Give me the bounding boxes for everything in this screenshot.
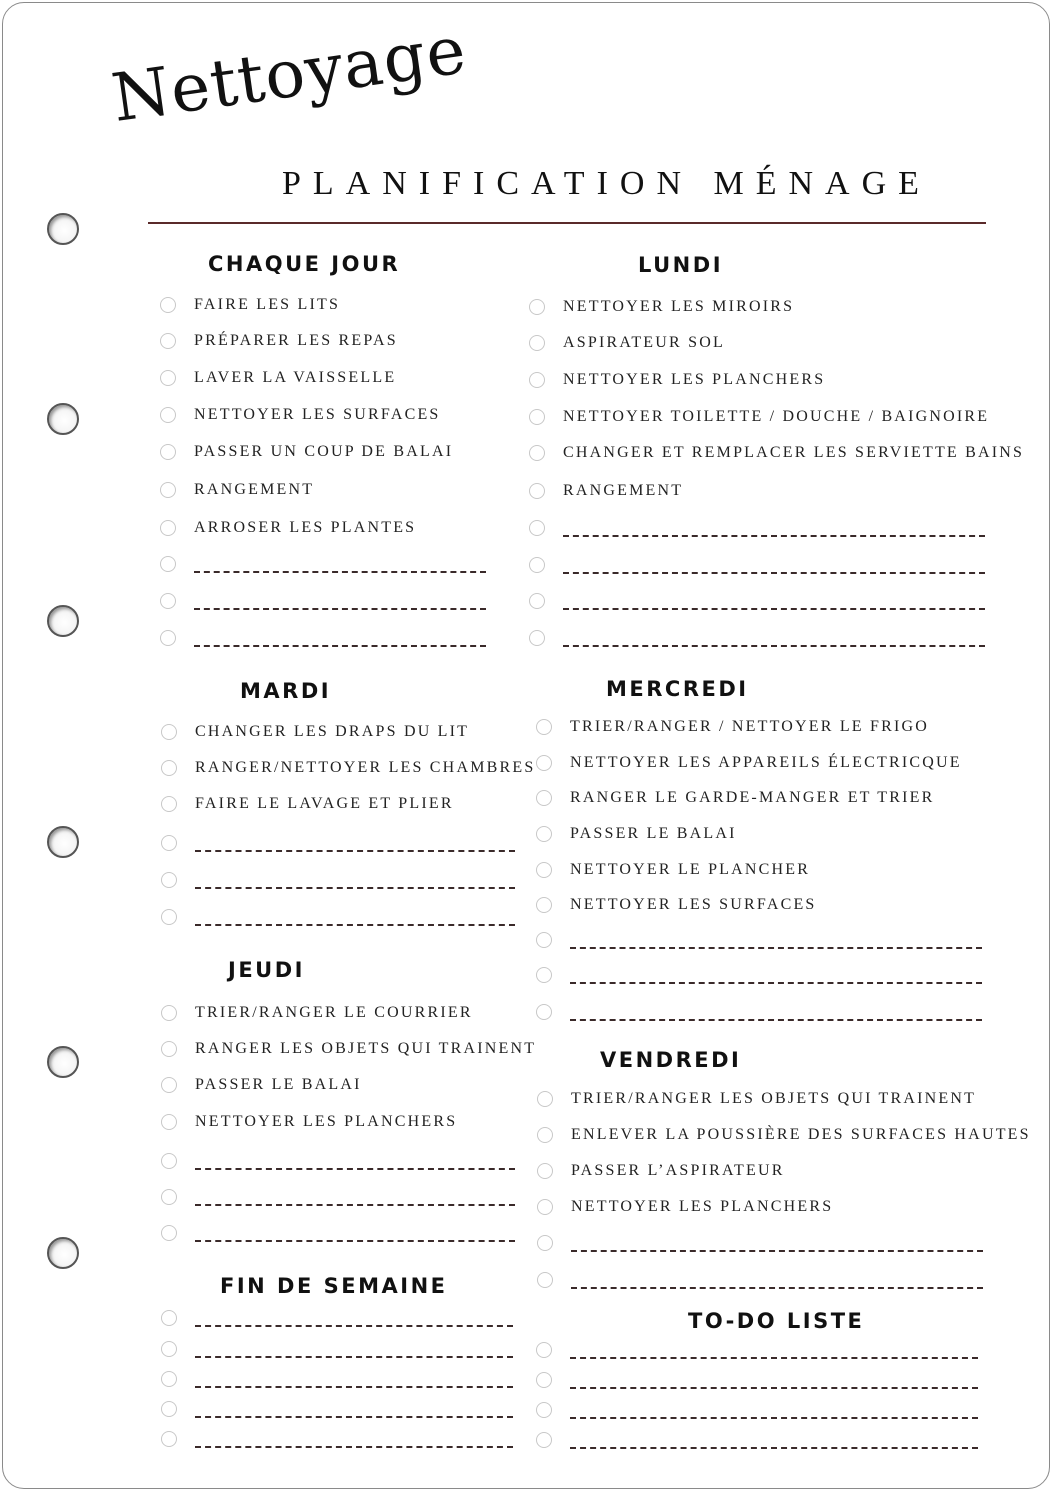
- checklist-item: [537, 1269, 983, 1291]
- punch-hole: [47, 213, 79, 245]
- checklist-item: [537, 1196, 833, 1218]
- checklist-item: [160, 441, 453, 463]
- checkbox[interactable]: [161, 724, 177, 740]
- task-label: FAIRE LE LAVAGE ET PLIER: [195, 795, 454, 812]
- checkbox[interactable]: [536, 826, 552, 842]
- checklist-item: [161, 1398, 513, 1420]
- checklist-item: [536, 964, 982, 986]
- checklist-item: [161, 1038, 536, 1060]
- blank-task-line[interactable]: [194, 571, 486, 573]
- checkbox[interactable]: [529, 520, 545, 536]
- checklist-item: [160, 627, 486, 649]
- checkbox[interactable]: [529, 299, 545, 315]
- header-divider: [148, 222, 986, 224]
- checklist-item: [529, 442, 1024, 464]
- task-label: NETTOYER LES SURFACES: [570, 896, 817, 913]
- checkbox[interactable]: [537, 1091, 553, 1107]
- checklist-item: [160, 517, 416, 539]
- task-label: PRÉPARER LES REPAS: [194, 332, 398, 349]
- checkbox[interactable]: [537, 1127, 553, 1143]
- planner-page: [2, 2, 1050, 1489]
- section-heading-lundi: LUNDI: [638, 253, 724, 277]
- blank-task-line[interactable]: [570, 1387, 978, 1389]
- checklist-item: [160, 590, 486, 612]
- punch-hole: [47, 1046, 79, 1078]
- checkbox[interactable]: [536, 862, 552, 878]
- checklist-item: [529, 480, 683, 502]
- checklist-item: [536, 1339, 978, 1361]
- checkbox[interactable]: [537, 1235, 553, 1251]
- checkbox[interactable]: [160, 444, 176, 460]
- blank-task-line[interactable]: [195, 924, 515, 926]
- page-subtitle: PLANIFICATION MÉNAGE: [282, 165, 931, 202]
- checklist-item: [161, 1111, 457, 1133]
- checkbox[interactable]: [161, 760, 177, 776]
- checkbox[interactable]: [161, 1005, 177, 1021]
- checklist-item: [161, 793, 454, 815]
- task-label: NETTOYER LES PLANCHERS: [195, 1113, 458, 1130]
- page-title: Nettoyage: [107, 11, 472, 137]
- blank-task-line[interactable]: [563, 572, 985, 574]
- checkbox[interactable]: [161, 1401, 177, 1417]
- blank-task-line[interactable]: [195, 887, 515, 889]
- blank-task-line[interactable]: [195, 850, 515, 852]
- task-label: RANGER LE GARDE-MANGER ET TRIER: [570, 789, 935, 806]
- checklist-item: [529, 590, 985, 612]
- checkbox[interactable]: [161, 872, 177, 888]
- checkbox[interactable]: [537, 1199, 553, 1215]
- checklist-item: [529, 627, 985, 649]
- checklist-item: [536, 894, 817, 916]
- task-label: TRIER/RANGER / NETTOYER LE FRIGO: [570, 718, 929, 735]
- checklist-item: [160, 404, 441, 426]
- section-heading-todo: TO-DO LISTE: [688, 1309, 865, 1333]
- checkbox[interactable]: [161, 796, 177, 812]
- checkbox[interactable]: [537, 1272, 553, 1288]
- checklist-item: [161, 832, 515, 854]
- blank-task-line[interactable]: [195, 1416, 513, 1418]
- checklist-item: [529, 554, 985, 576]
- section-heading-mercredi: MERCREDI: [606, 677, 749, 701]
- checkbox[interactable]: [529, 630, 545, 646]
- blank-task-line[interactable]: [563, 645, 985, 647]
- checklist-item: [161, 869, 515, 891]
- checkbox[interactable]: [160, 482, 176, 498]
- checkbox[interactable]: [160, 297, 176, 313]
- checklist-item: [161, 1150, 515, 1172]
- section-heading-fin-de-semaine: FIN DE SEMAINE: [220, 1274, 448, 1298]
- checklist-item: [160, 294, 340, 316]
- blank-task-line[interactable]: [195, 1386, 513, 1388]
- section-heading-chaque-jour: CHAQUE JOUR: [208, 252, 401, 276]
- checklist-item: [160, 553, 486, 575]
- checklist-item: [161, 1002, 473, 1024]
- task-label: TRIER/RANGER LES OBJETS QUI TRAINENT: [571, 1090, 977, 1107]
- task-label: CHANGER LES DRAPS DU LIT: [195, 723, 470, 740]
- punch-hole: [47, 826, 79, 858]
- checklist-item: [536, 752, 962, 774]
- checkbox[interactable]: [536, 1372, 552, 1388]
- section-heading-jeudi: JEUDI: [228, 958, 305, 982]
- section-heading-vendredi: VENDREDI: [600, 1048, 742, 1072]
- blank-task-line[interactable]: [570, 947, 982, 949]
- task-label: LAVER LA VAISSELLE: [194, 369, 397, 386]
- checkbox[interactable]: [161, 1189, 177, 1205]
- checkbox[interactable]: [529, 335, 545, 351]
- checkbox[interactable]: [161, 1341, 177, 1357]
- checklist-item: [537, 1232, 983, 1254]
- checklist-item: [161, 1186, 515, 1208]
- blank-task-line[interactable]: [195, 1356, 513, 1358]
- checklist-item: [536, 1429, 978, 1451]
- checklist-item: [161, 1074, 362, 1096]
- checklist-item: [529, 517, 985, 539]
- blank-task-line[interactable]: [195, 1168, 515, 1170]
- checklist-item: [529, 332, 725, 354]
- checkbox[interactable]: [537, 1163, 553, 1179]
- checklist-item: [160, 367, 396, 389]
- checkbox[interactable]: [536, 967, 552, 983]
- task-label: NETTOYER LE PLANCHER: [570, 861, 811, 878]
- task-label: ARROSER LES PLANTES: [194, 519, 417, 536]
- blank-task-line[interactable]: [570, 1019, 982, 1021]
- blank-task-line[interactable]: [195, 1240, 515, 1242]
- checkbox[interactable]: [160, 593, 176, 609]
- checklist-item: [536, 859, 810, 881]
- checkbox[interactable]: [536, 1004, 552, 1020]
- checkbox[interactable]: [160, 556, 176, 572]
- checkbox[interactable]: [161, 1225, 177, 1241]
- checkbox[interactable]: [536, 1432, 552, 1448]
- blank-task-line[interactable]: [563, 535, 985, 537]
- task-label: NETTOYER LES APPAREILS ÉLECTRICQUE: [570, 754, 962, 771]
- blank-task-line[interactable]: [194, 645, 486, 647]
- task-label: NETTOYER LES PLANCHERS: [563, 371, 826, 388]
- checkbox[interactable]: [536, 790, 552, 806]
- checklist-item: [161, 757, 535, 779]
- checkbox[interactable]: [536, 1342, 552, 1358]
- task-label: RANGER LES OBJETS QUI TRAINENT: [195, 1040, 537, 1057]
- checkbox[interactable]: [536, 932, 552, 948]
- checklist-item: [536, 1001, 982, 1023]
- punch-hole: [47, 605, 79, 637]
- blank-task-line[interactable]: [571, 1287, 983, 1289]
- checkbox[interactable]: [161, 1077, 177, 1093]
- blank-task-line[interactable]: [195, 1446, 513, 1448]
- blank-task-line[interactable]: [563, 608, 985, 610]
- task-label: ASPIRATEUR SOL: [563, 334, 725, 351]
- blank-task-line[interactable]: [570, 1357, 978, 1359]
- checkbox[interactable]: [536, 897, 552, 913]
- checklist-item: [536, 823, 737, 845]
- blank-task-line[interactable]: [195, 1204, 515, 1206]
- checkbox[interactable]: [161, 1153, 177, 1169]
- checkbox[interactable]: [161, 909, 177, 925]
- checklist-item: [536, 787, 935, 809]
- punch-hole: [47, 403, 79, 435]
- checkbox[interactable]: [161, 1371, 177, 1387]
- task-label: PASSER L’ASPIRATEUR: [571, 1162, 785, 1179]
- checklist-item: [160, 330, 398, 352]
- checkbox[interactable]: [161, 1310, 177, 1326]
- checklist-item: [529, 406, 989, 428]
- blank-task-line[interactable]: [570, 982, 982, 984]
- checklist-item: [160, 479, 314, 501]
- task-label: NETTOYER LES MIROIRS: [563, 298, 795, 315]
- checklist-item: [537, 1088, 976, 1110]
- task-label: PASSER LE BALAI: [195, 1076, 362, 1093]
- checkbox[interactable]: [529, 483, 545, 499]
- task-label: RANGEMENT: [563, 482, 684, 499]
- blank-task-line[interactable]: [195, 1325, 513, 1327]
- checkbox[interactable]: [529, 409, 545, 425]
- blank-task-line[interactable]: [571, 1250, 983, 1252]
- task-label: CHANGER ET REMPLACER LES SERVIETTE BAINS: [563, 444, 1025, 461]
- checklist-item: [529, 296, 794, 318]
- checklist-item: [161, 906, 515, 928]
- section-heading-mardi: MARDI: [240, 679, 332, 703]
- checkbox[interactable]: [529, 593, 545, 609]
- checkbox[interactable]: [536, 719, 552, 735]
- task-label: PASSER LE BALAI: [570, 825, 737, 842]
- checklist-item: [529, 369, 825, 391]
- blank-task-line[interactable]: [570, 1447, 978, 1449]
- task-label: NETTOYER TOILETTE / DOUCHE / BAIGNOIRE: [563, 408, 990, 425]
- checkbox[interactable]: [161, 1114, 177, 1130]
- task-label: FAIRE LES LITS: [194, 296, 341, 313]
- task-label: RANGER/NETTOYER LES CHAMBRES: [195, 759, 536, 776]
- checkbox[interactable]: [160, 370, 176, 386]
- checklist-item: [161, 1338, 513, 1360]
- checkbox[interactable]: [529, 372, 545, 388]
- checklist-item: [161, 1307, 513, 1329]
- task-label: TRIER/RANGER LE COURRIER: [195, 1004, 473, 1021]
- task-label: ENLEVER LA POUSSIÈRE DES SURFACES HAUTES: [571, 1126, 1031, 1143]
- checklist-item: [537, 1124, 1031, 1146]
- task-label: PASSER UN COUP DE BALAI: [194, 443, 454, 460]
- checkbox[interactable]: [161, 1041, 177, 1057]
- task-label: NETTOYER LES PLANCHERS: [571, 1198, 834, 1215]
- checklist-item: [161, 1428, 513, 1450]
- checkbox[interactable]: [529, 445, 545, 461]
- punch-hole: [47, 1237, 79, 1269]
- blank-task-line[interactable]: [194, 608, 486, 610]
- checklist-item: [537, 1160, 785, 1182]
- checklist-item: [161, 1368, 513, 1390]
- checklist-item: [536, 1369, 978, 1391]
- checkbox[interactable]: [160, 407, 176, 423]
- checklist-item: [536, 1399, 978, 1421]
- checkbox[interactable]: [536, 1402, 552, 1418]
- blank-task-line[interactable]: [570, 1417, 978, 1419]
- checkbox[interactable]: [529, 557, 545, 573]
- checkbox[interactable]: [161, 835, 177, 851]
- checklist-item: [161, 721, 469, 743]
- checkbox[interactable]: [160, 630, 176, 646]
- checkbox[interactable]: [161, 1431, 177, 1447]
- checklist-item: [161, 1222, 515, 1244]
- checklist-item: [536, 716, 929, 738]
- checkbox[interactable]: [160, 333, 176, 349]
- checkbox[interactable]: [536, 755, 552, 771]
- checkbox[interactable]: [160, 520, 176, 536]
- task-label: NETTOYER LES SURFACES: [194, 406, 441, 423]
- task-label: RANGEMENT: [194, 481, 315, 498]
- checklist-item: [536, 929, 982, 951]
